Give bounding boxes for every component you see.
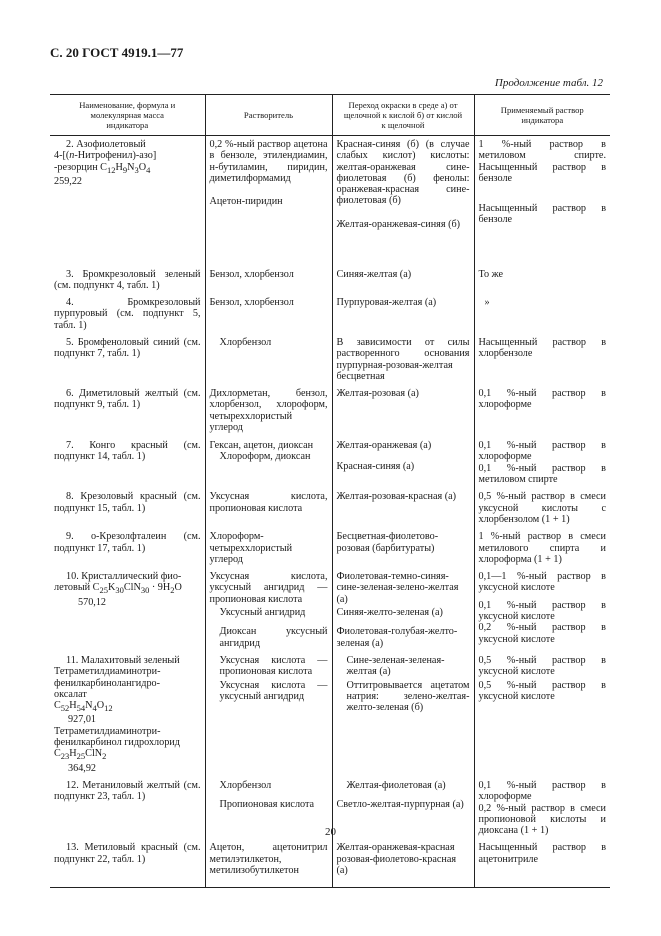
transition-text: Красная-синяя (а)	[336, 461, 415, 473]
solution-cell	[474, 136, 610, 266]
indicator-name-cell: 2. Азофиолетовый 4-[(п-Нитрофенил)-азо] -резорцин $C_{12}H_9N_3O_4$ 259,22	[50, 136, 205, 266]
transition-text: Светло-желтая-пурпурная (а)	[336, 799, 464, 811]
solution-text: Насыщенный раствор в бензоле	[478, 203, 606, 226]
solution-text: 0,5 %-ный раствор в уксусной кислоте	[478, 679, 606, 702]
page-number: 20	[325, 826, 336, 838]
indicator-name-cell	[50, 528, 205, 568]
table-row	[50, 136, 610, 266]
indicator-table	[50, 94, 610, 888]
solvent-cell	[205, 385, 332, 437]
solution-text: 0,2 %-ный раствор в смеси пропионовой кислоты и диоксана (1 + 1)	[478, 802, 606, 837]
table-row	[50, 839, 610, 887]
solution-cell	[474, 528, 610, 568]
solvent-text: Бензол, хлорбензол	[209, 268, 294, 280]
solution-text: 0,1 %-ный раствор в хлороформе	[478, 440, 606, 463]
table-row	[50, 568, 610, 652]
table-continuation-label: Продолжение табл. 12	[494, 77, 603, 89]
transition-cell	[332, 385, 474, 437]
transition-text: Фиолетовая-темно-синяя-сине-зеленая-зелено-желтая (а)	[336, 571, 459, 605]
transition-cell	[332, 488, 474, 528]
solvent-text: Ацетон-пиридин	[209, 196, 283, 208]
solvent-cell	[205, 266, 332, 295]
indicator-name: 8. Крезоловый красный (см. подпункт 15, табл. 1)	[54, 491, 201, 514]
solvent-cell	[205, 437, 332, 488]
solution-cell	[474, 839, 610, 887]
table-row	[50, 437, 610, 488]
indicator-name-cell	[50, 437, 205, 488]
solvent-cell	[205, 568, 332, 652]
solution-text: 0,1—1 %-ный раствор в уксусной кислоте	[478, 571, 606, 594]
transition-cell	[332, 136, 474, 266]
page-header: С. 20 ГОСТ 4919.1—77	[50, 45, 184, 60]
solution-text: 0,1 %-ный раствор в метиловом спирте	[478, 462, 606, 486]
indicator-name-cell	[50, 294, 205, 334]
indicator-name-cell	[50, 334, 205, 385]
indicator-name: 3. Бромкрезоловый зеленый (см. подпункт 4, табл. 1)	[54, 268, 201, 291]
solvent-text: Уксусная кислота — пропионовая кислота	[219, 654, 328, 678]
transition-text: Желтая-оранжевая-красная розовая-фиолетово-красная (а)	[336, 842, 457, 877]
solution-text: Насыщенный раствор в ацетонитриле	[478, 842, 606, 865]
solution-text: 0,1 %-ный раствор в хлороформе	[478, 779, 606, 803]
transition-cell	[332, 652, 474, 777]
solution-cell	[474, 437, 610, 488]
transition-text: В зависимости от силы растворенного основания пурпурная-розовая-желтая бесцветная	[336, 336, 470, 382]
transition-cell	[332, 334, 474, 385]
transition-text: Желтая-оранжевая (а)	[336, 440, 432, 452]
indicator-name: 12. Метаниловый желтый (см. подпункт 23, табл. 1)	[54, 779, 201, 803]
transition-cell	[332, 437, 474, 488]
solvent-text: Уксусная кислота — уксусный ангидрид	[219, 679, 328, 702]
table-row	[50, 266, 610, 295]
solvent-cell	[205, 528, 332, 568]
solvent-cell	[205, 488, 332, 528]
solution-text: 0,2 %-ный раствор в уксусной кислоте	[478, 622, 606, 645]
solution-text: 0,5 %-ный раствор в смеси уксусной кислоты с хлорбензолом (1 + 1)	[478, 491, 606, 525]
transition-cell	[332, 266, 474, 295]
transition-text: Желтая-розовая (а)	[336, 388, 419, 400]
indicator-name: 5. Бромфеноловый синий (см. подпункт 7, табл. 1)	[54, 336, 201, 360]
indicator-name-cell	[50, 266, 205, 295]
solvent-cell	[205, 839, 332, 887]
solvent-cell	[205, 334, 332, 385]
solvent-text: Диоксан уксусный ангидрид	[219, 626, 328, 649]
solution-text: 1 %-ный раствор в смеси метилового спирта и хлороформа (1 + 1)	[478, 531, 606, 565]
table-row	[50, 334, 610, 385]
transition-text: Пурпуровая-желтая (а)	[336, 297, 437, 309]
col-header-name: Наименование, формула и молекулярная масса индикатора	[50, 95, 205, 136]
solvent-text: Пропионовая кислота	[219, 799, 315, 811]
transition-cell	[332, 528, 474, 568]
solvent-text: Уксусный ангидрид	[219, 607, 306, 619]
solvent-text: Хлороформ, диоксан	[219, 451, 311, 463]
solvent-cell	[205, 652, 332, 777]
table-row	[50, 385, 610, 437]
solution-text: 0,1 %-ный раствор в хлороформе	[478, 388, 606, 411]
table-row	[50, 294, 610, 334]
solution-cell	[474, 568, 610, 652]
solution-text: То же	[478, 268, 504, 280]
solvent-cell	[205, 294, 332, 334]
solution-text: 0,1 %-ный раствор в уксусной кислоте	[478, 599, 606, 623]
solvent-text: Уксусная кислота, пропионовая кислота	[209, 491, 328, 514]
solvent-text: Бензол, хлорбензол	[209, 297, 294, 309]
transition-cell	[332, 839, 474, 887]
indicator-name-cell	[50, 385, 205, 437]
transition-text: Красная-синяя (б) (в случае слабых кислот) кислоты: желтая-оранжевая сине-фиолетовая (б) фенолы: оранжевая-красная сине-фиолетовая (б)	[336, 139, 470, 207]
indicator-name: 6. Диметиловый желтый (см. подпункт 9, табл. 1)	[54, 388, 201, 411]
solution-cell	[474, 488, 610, 528]
solvent-text: Дихлорметан, бензол, хлорбензол, хлороформ, четыреххлористый углерод	[209, 388, 328, 434]
indicator-name: 2. Азофиолетовый	[66, 139, 146, 150]
solvent-cell	[205, 136, 332, 266]
transition-text: Желтая-фиолетовая (а)	[346, 779, 446, 791]
indicator-name: 11. Малахитовый зеленый	[66, 654, 180, 666]
table-header-row	[50, 95, 610, 136]
solution-text: 1 %-ный раствор в метиловом спирте. Насыщенный раствор в бензоле	[478, 139, 606, 184]
indicator-name: 7. Конго красный (см. подпункт 14, табл. 1)	[54, 440, 201, 463]
indicator-name: 13. Метиловый красный (см. подпункт 22, табл. 1)	[54, 842, 201, 865]
solution-cell	[474, 266, 610, 295]
solvent-text: Хлорбензол	[219, 779, 272, 791]
solution-cell	[474, 652, 610, 777]
table-row	[50, 528, 610, 568]
indicator-name-cell: 11. Малахитовый зеленый Тетраметилдиаминотри- фенилкарбинолангидро- оксалат $C_{52}H_{54}N_4O_{12}$ 927,01 Тетраметилдиаминотри- фенилкарбинол гидрохлорид $C_{23}H_{25}ClN_2$ 364,92	[50, 652, 205, 777]
solvent-text: Уксусная кислота, уксусный ангидрид — пропионовая кислота	[209, 571, 328, 605]
transition-cell	[332, 294, 474, 334]
solution-cell	[474, 334, 610, 385]
col-header-solution: Применяемый раствор индикатора	[474, 95, 610, 136]
transition-text: Синяя-желто-зеленая (а)	[336, 607, 443, 619]
solution-cell	[474, 294, 610, 334]
solution-cell	[474, 385, 610, 437]
transition-cell	[332, 568, 474, 652]
transition-text: Синяя-желтая (а)	[336, 268, 412, 280]
indicator-name-cell: 10. Кристаллический фио- летовый $C_{25}K_{30}ClN_{30} \cdot 9H_2O$ 570,12	[50, 568, 205, 652]
transition-text: Фиолетовая-голубая-желто-зеленая (а)	[336, 626, 458, 649]
indicator-name: 9. о-Крезолфталеин (см. подпункт 17, табл. 1)	[54, 531, 201, 554]
solution-text: 0,5 %-ный раствор в уксусной кислоте	[478, 654, 606, 678]
indicator-name: 10. Кристаллический фио-	[66, 571, 182, 583]
indicator-name-cell	[50, 839, 205, 887]
transition-text: Бесцветная-фиолетово-розовая (барбитураты)	[336, 531, 439, 554]
solution-text: »	[484, 297, 490, 309]
col-header-solvent: Растворитель	[205, 95, 332, 136]
solvent-text: Хлороформ-четыреххлористый углерод	[209, 531, 293, 565]
transition-text: Желтая-оранжевая-синяя (б)	[336, 218, 461, 230]
table-row	[50, 652, 610, 777]
indicator-name-cell	[50, 488, 205, 528]
solvent-text: 0,2 %-ный раствор ацетона в бензоле, этилендиамин, н-бутиламин, пиридин, диметилформамид	[209, 139, 328, 184]
col-header-transition: Переход окраски в среде а) от щелочной к кислой б) от кислой к щелочной	[332, 95, 474, 136]
transition-text: Желтая-розовая-красная (а)	[336, 491, 457, 503]
solvent-text: Хлорбензол	[219, 336, 272, 348]
solution-text: Насыщенный раствор в хлорбензоле	[478, 336, 606, 360]
table-row	[50, 488, 610, 528]
transition-text: Сине-зеленая-зеленая-желтая (а)	[346, 654, 445, 678]
solvent-text: Ацетон, ацетонитрил метилэтилкетон, метилизобутилкетон	[209, 842, 328, 877]
transition-text: Оттитровывается ацетатом натрия: зелено-желтая-желто-зеленая (б)	[346, 679, 470, 714]
solvent-text: Гексан, ацетон, диоксан	[209, 440, 314, 452]
indicator-name: 4. Бромкрезоловый пурпуровый (см. подпункт 5, табл. 1)	[54, 297, 201, 331]
